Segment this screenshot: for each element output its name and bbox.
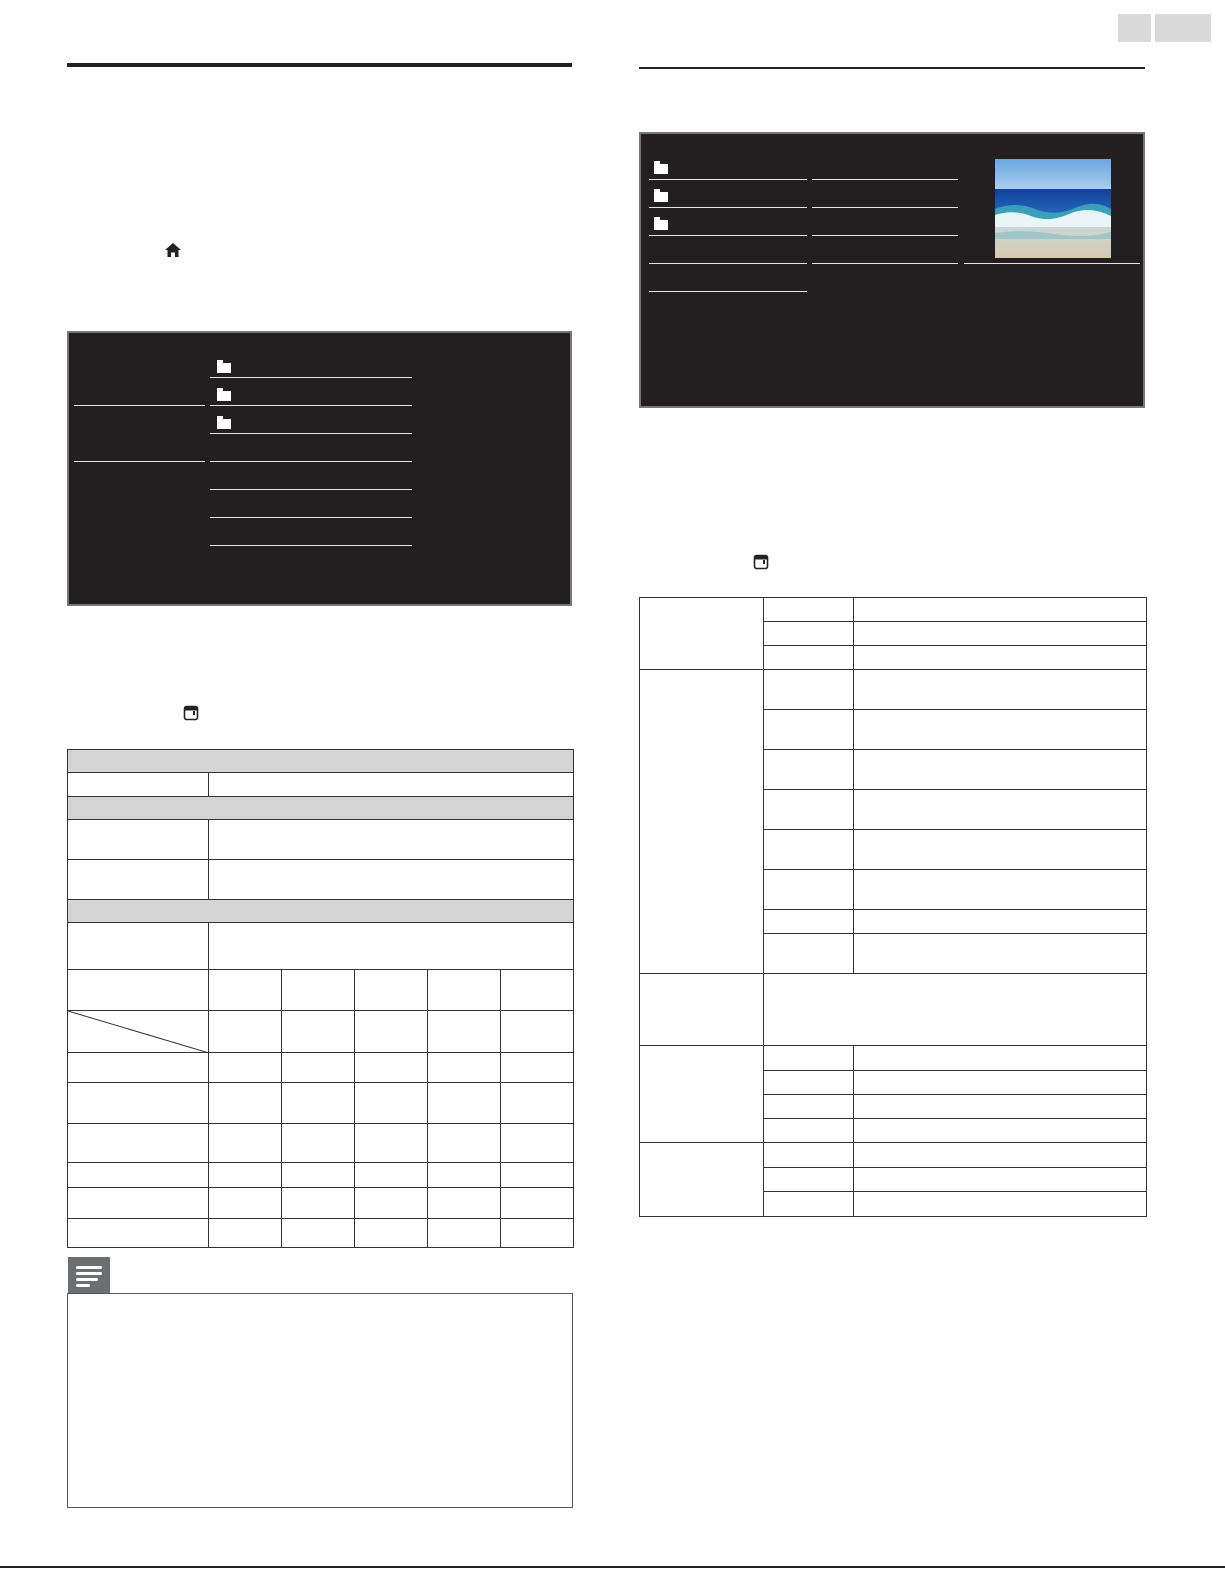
list-row-divider <box>649 235 807 236</box>
folder-icon <box>654 220 668 230</box>
table-row <box>68 1188 574 1219</box>
left-section-rule <box>67 63 572 67</box>
table-cell <box>854 1119 1147 1143</box>
options-icon <box>752 553 770 571</box>
table-cell <box>854 710 1147 750</box>
photo-thumbnail <box>995 159 1111 258</box>
list-row-divider <box>210 377 412 378</box>
table-row <box>68 1163 574 1188</box>
note-tab <box>68 1257 110 1294</box>
media-browser-screen <box>67 331 572 606</box>
list-row-divider <box>812 207 958 208</box>
photo-settings-table <box>67 749 574 1248</box>
table-cell <box>764 934 854 974</box>
table-cell <box>854 750 1147 790</box>
table-cell <box>854 790 1147 830</box>
footer-rule <box>0 1566 1225 1568</box>
table-cell <box>764 1192 854 1217</box>
table-cell <box>209 773 574 797</box>
table-section-header <box>68 750 574 773</box>
table-cell <box>764 598 854 622</box>
table-row <box>68 970 574 1011</box>
table-cell <box>68 820 209 860</box>
language-tab-2[interactable] <box>1155 14 1211 42</box>
table-cell <box>854 646 1147 670</box>
table-cell <box>854 598 1147 622</box>
diagonal-header-cell <box>68 1011 209 1053</box>
table-cell <box>764 646 854 670</box>
photo-options-table <box>639 597 1147 1217</box>
option-group-cell <box>640 1143 764 1217</box>
table-cell <box>68 923 209 970</box>
table-section-header <box>68 900 574 923</box>
table-cell <box>854 1095 1147 1119</box>
table-row <box>68 1219 574 1248</box>
table-cell <box>854 1192 1147 1217</box>
option-group-cell <box>640 670 764 974</box>
option-group-cell <box>640 974 764 1046</box>
note-icon <box>68 1257 110 1294</box>
table-cell <box>854 1071 1147 1095</box>
home-icon <box>164 241 182 259</box>
list-row-divider <box>812 263 958 264</box>
list-row-divider <box>649 207 807 208</box>
table-cell <box>764 974 1147 1046</box>
folder-icon <box>217 391 231 401</box>
list-row-divider <box>812 235 958 236</box>
table-cell <box>854 830 1147 870</box>
right-section-rule <box>639 67 1145 69</box>
table-section-header <box>68 797 574 820</box>
table-cell <box>854 934 1147 974</box>
table-cell <box>764 830 854 870</box>
list-row-divider <box>210 405 412 406</box>
table-cell <box>764 790 854 830</box>
folder-icon <box>217 363 231 373</box>
table-cell <box>68 860 209 900</box>
table-cell <box>854 910 1147 934</box>
table-cell <box>854 1143 1147 1168</box>
table-cell <box>854 670 1147 710</box>
table-row <box>68 1011 574 1053</box>
table-cell <box>68 773 209 797</box>
table-cell <box>764 670 854 710</box>
table-cell <box>854 870 1147 910</box>
folder-icon <box>217 419 231 429</box>
table-cell <box>764 910 854 934</box>
option-group-cell <box>640 598 764 670</box>
table-row <box>68 1124 574 1163</box>
table-cell <box>764 622 854 646</box>
table-row <box>68 1053 574 1083</box>
preview-divider <box>964 263 1140 264</box>
table-cell <box>764 1119 854 1143</box>
option-group-cell <box>640 1046 764 1143</box>
list-row-divider <box>812 179 958 180</box>
category-divider <box>74 405 205 406</box>
table-cell <box>764 1168 854 1192</box>
options-icon <box>182 704 200 722</box>
table-cell <box>764 1095 854 1119</box>
folder-icon <box>654 192 668 202</box>
photo-browser-screen <box>639 132 1145 408</box>
list-row-divider <box>210 433 412 434</box>
table-cell <box>209 923 574 970</box>
list-row-divider <box>649 179 807 180</box>
folder-icon <box>654 164 668 174</box>
table-cell <box>209 860 574 900</box>
table-cell <box>764 1143 854 1168</box>
note-box <box>67 1293 573 1508</box>
table-cell <box>209 820 574 860</box>
list-row-divider <box>210 517 412 518</box>
language-tab-1[interactable] <box>1118 14 1151 42</box>
table-cell <box>854 1046 1147 1071</box>
list-row-divider <box>210 461 412 462</box>
list-row-divider <box>649 291 807 292</box>
list-row-divider <box>210 545 412 546</box>
table-cell <box>764 710 854 750</box>
table-cell <box>854 1168 1147 1192</box>
table-cell <box>764 750 854 790</box>
list-row-divider <box>210 489 412 490</box>
list-row-divider <box>649 263 807 264</box>
table-cell <box>764 1046 854 1071</box>
category-divider <box>74 461 205 462</box>
table-row <box>68 1083 574 1124</box>
table-cell <box>854 622 1147 646</box>
table-cell <box>764 870 854 910</box>
table-cell <box>764 1071 854 1095</box>
